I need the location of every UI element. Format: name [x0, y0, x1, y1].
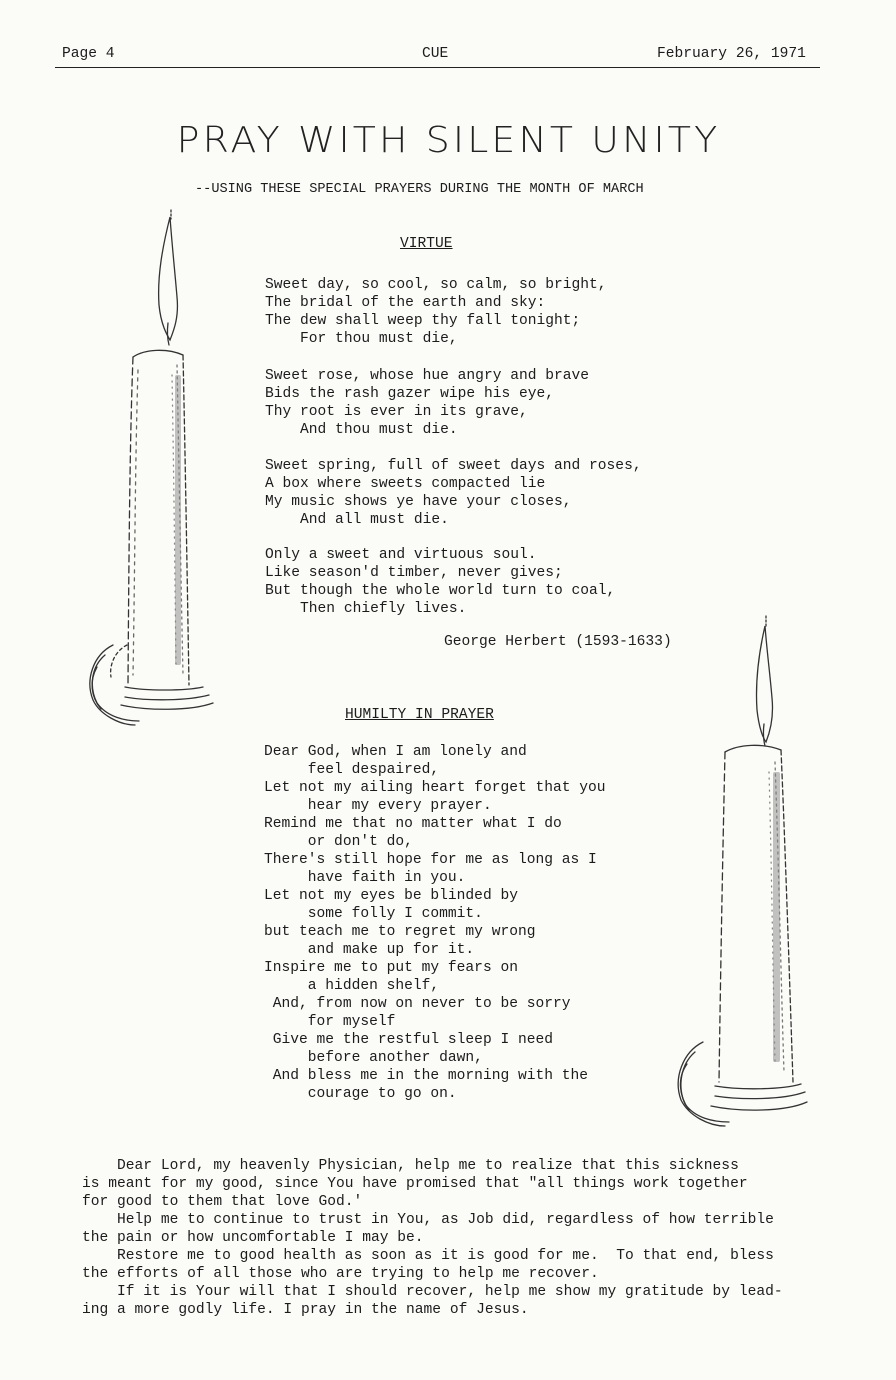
poem-line: The bridal of the earth and sky:	[265, 295, 546, 311]
prayer-line: the efforts of all those who are trying to help me recover.	[82, 1266, 599, 1282]
poem-line: There's still hope for me as long as I	[264, 852, 597, 868]
poem-line: and make up for it.	[264, 942, 475, 958]
poem-line: And thou must die.	[265, 422, 458, 438]
poem-line: And, from now on never to be sorry	[264, 996, 571, 1012]
poem-line: a hidden shelf,	[264, 978, 440, 994]
poem-line: Sweet day, so cool, so calm, so bright,	[265, 277, 607, 293]
poem-line: But though the whole world turn to coal,	[265, 583, 616, 599]
prayer-line: Dear Lord, my heavenly Physician, help me to realize that this sickness	[82, 1158, 739, 1174]
poem-line: Only a sweet and virtuous soul.	[265, 547, 537, 563]
poem-line: My music shows ye have your closes,	[265, 494, 572, 510]
candle-illustration-left	[75, 205, 220, 735]
poem-line: For thou must die,	[265, 331, 458, 347]
prayer-line: for good to them that love God.'	[82, 1194, 363, 1210]
poem-line: but teach me to regret my wrong	[264, 924, 536, 940]
issue-date: February 26, 1971	[657, 46, 806, 62]
poem-line: Remind me that no matter what I do	[264, 816, 562, 832]
poem-line: And bless me in the morning with the	[264, 1068, 589, 1084]
poem-line: hear my every prayer.	[264, 798, 492, 814]
poem-line: And all must die.	[265, 512, 449, 528]
poem-line: Let not my ailing heart forget that you	[264, 780, 606, 796]
poem-virtue-heading: VIRTUE	[400, 236, 453, 252]
poem-line: courage to go on.	[264, 1086, 457, 1102]
poem-line: The dew shall weep thy fall tonight;	[265, 313, 581, 329]
poem-line: Inspire me to put my fears on	[264, 960, 518, 976]
prayer-line: the pain or how uncomfortable I may be.	[82, 1230, 424, 1246]
page-number: Page 4	[62, 46, 115, 62]
poem-line: Let not my eyes be blinded by	[264, 888, 518, 904]
poem-humility-heading: HUMILTY IN PRAYER	[345, 707, 494, 723]
poem-line: before another dawn,	[264, 1050, 483, 1066]
candle-illustration-right	[655, 612, 815, 1132]
poem-line: Sweet spring, full of sweet days and roses,	[265, 458, 642, 474]
page-title: PRAY WITH SILENT UNITY	[176, 120, 721, 161]
poem-line: for myself	[264, 1014, 396, 1030]
poem-line: some folly I commit.	[264, 906, 483, 922]
prayer-line: Help me to continue to trust in You, as Job did, regardless of how terrible	[82, 1212, 774, 1228]
poem-line: feel despaired,	[264, 762, 440, 778]
prayer-line: If it is Your will that I should recover, help me show my gratitude by lead-	[82, 1284, 783, 1300]
header-rule	[55, 67, 820, 68]
poem-line: Sweet rose, whose hue angry and brave	[265, 368, 590, 384]
poem-line: have faith in you.	[264, 870, 466, 886]
poem-line: Dear God, when I am lonely and	[264, 744, 527, 760]
poem-line: Give me the restful sleep I need	[264, 1032, 554, 1048]
poem-line: Like season'd timber, never gives;	[265, 565, 563, 581]
page-subtitle: --USING THESE SPECIAL PRAYERS DURING THE MONTH OF MARCH	[195, 182, 644, 197]
poem-line: Then chiefly lives.	[265, 601, 467, 617]
prayer-line: ing a more godly life. I pray in the name of Jesus.	[82, 1302, 529, 1318]
poem-line: or don't do,	[264, 834, 413, 850]
poem-line: A box where sweets compacted lie	[265, 476, 546, 492]
prayer-line: is meant for my good, since You have promised that "all things work together	[82, 1176, 748, 1192]
prayer-line: Restore me to good health as soon as it is good for me. To that end, bless	[82, 1248, 774, 1264]
poem-virtue-attribution: George Herbert (1593-1633)	[444, 634, 672, 650]
publication-name: CUE	[422, 46, 449, 62]
poem-line: Thy root is ever in its grave,	[265, 404, 528, 420]
poem-line: Bids the rash gazer wipe his eye,	[265, 386, 555, 402]
